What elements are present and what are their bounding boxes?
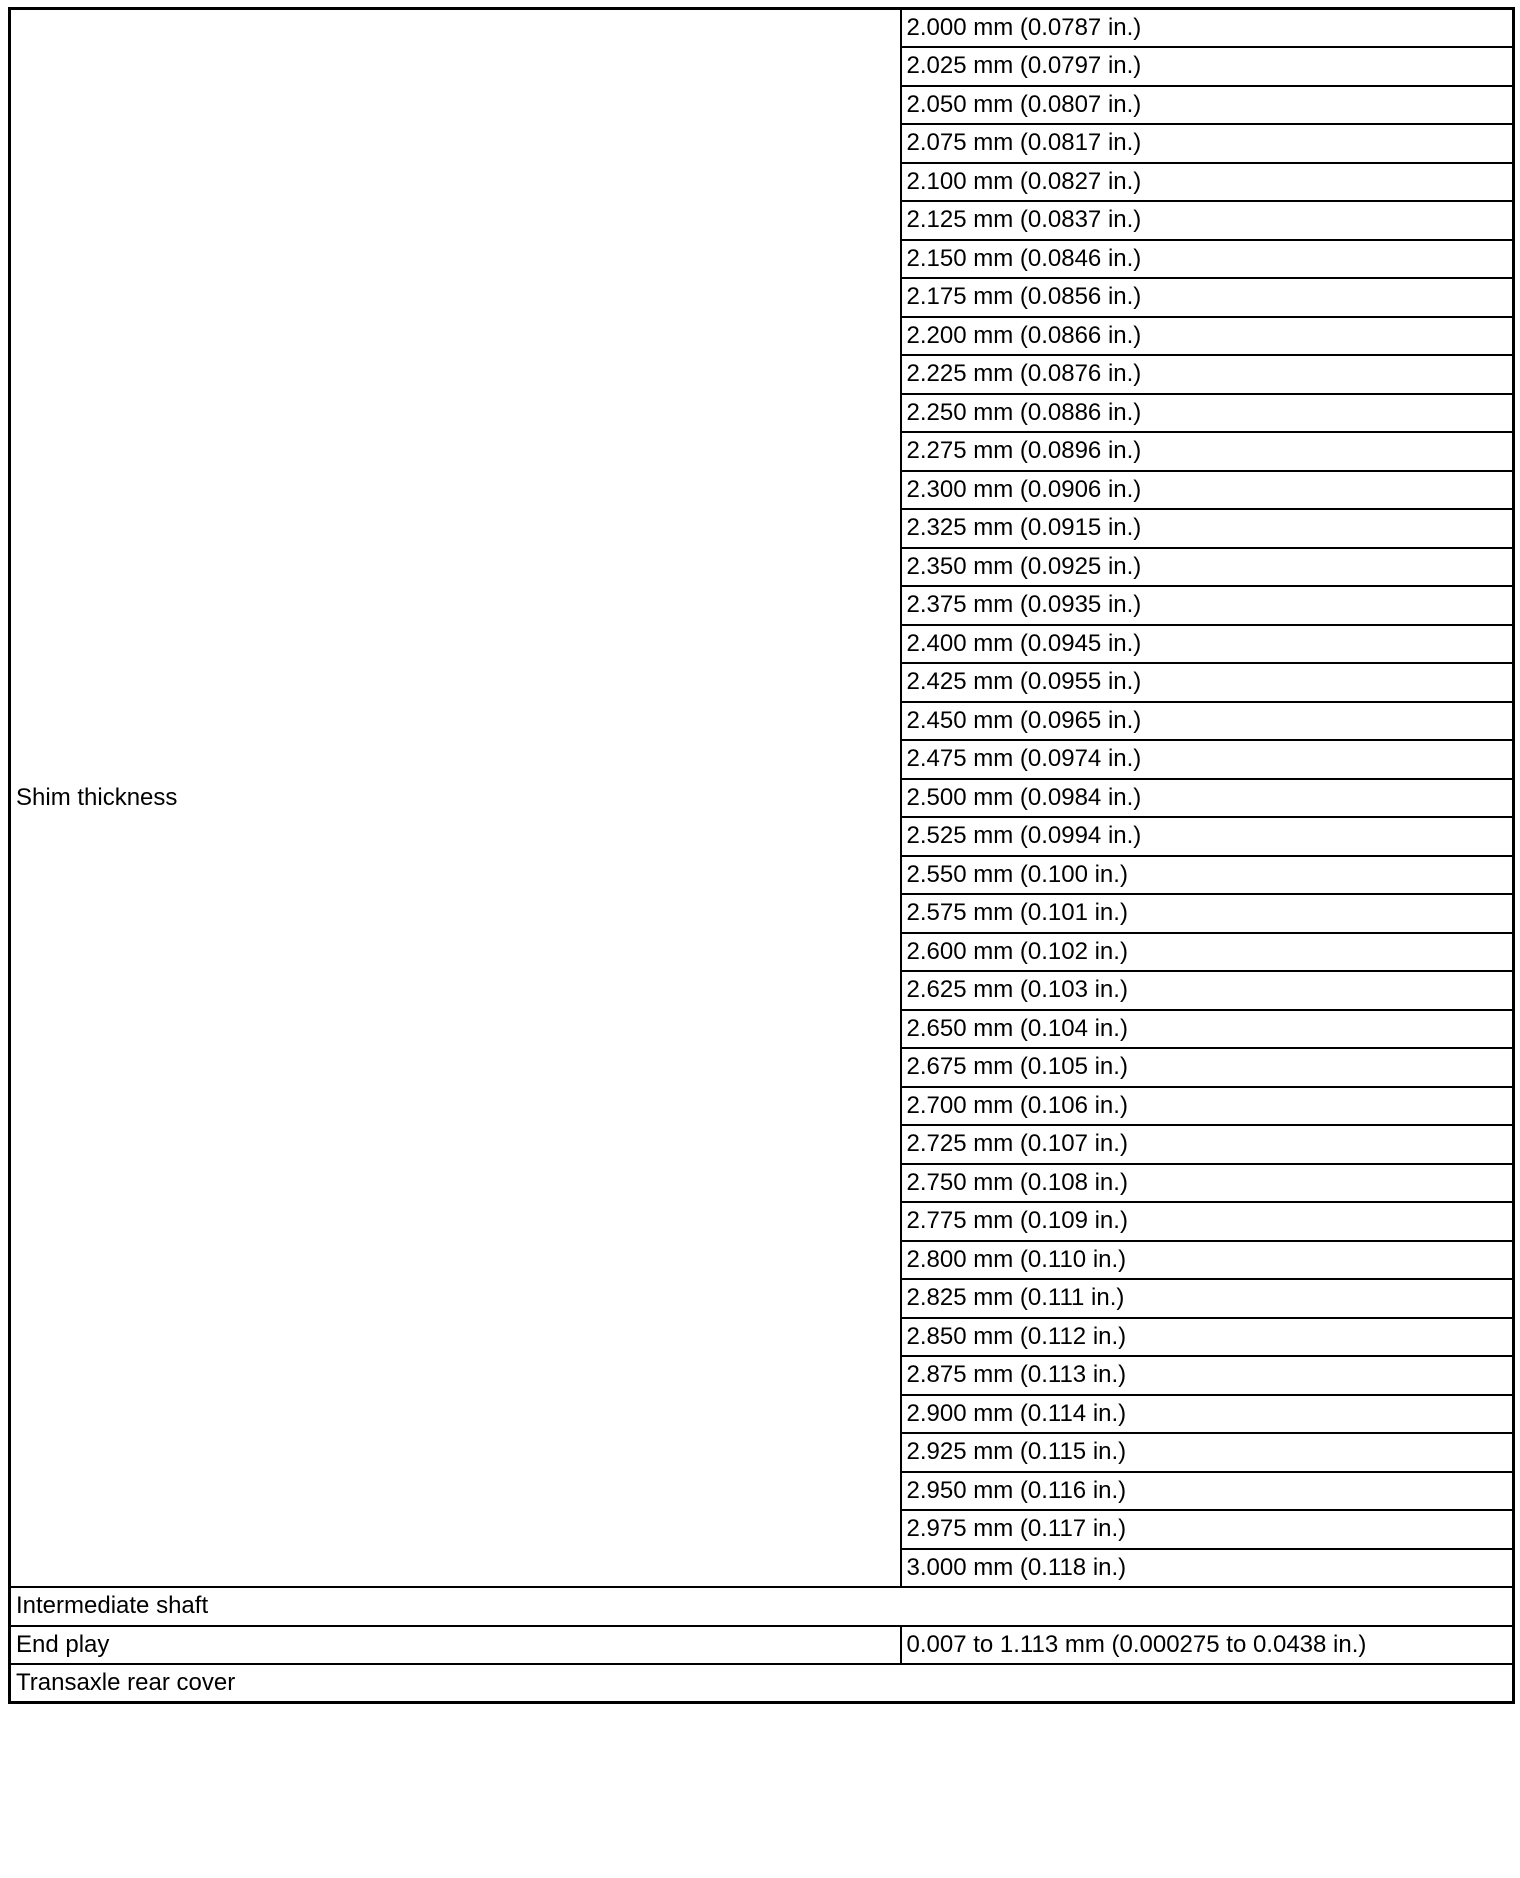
shim-thickness-value: 3.000 mm (0.118 in.) [901, 1549, 1514, 1588]
shim-thickness-value: 2.500 mm (0.0984 in.) [901, 779, 1514, 818]
shim-thickness-value: 2.575 mm (0.101 in.) [901, 894, 1514, 933]
shim-thickness-value: 2.375 mm (0.0935 in.) [901, 586, 1514, 625]
end-play-value: 0.007 to 1.113 mm (0.000275 to 0.0438 in.) [901, 1626, 1514, 1665]
shim-thickness-value: 2.925 mm (0.115 in.) [901, 1433, 1514, 1472]
shim-thickness-value: 2.625 mm (0.103 in.) [901, 971, 1514, 1010]
table-row-transaxle-rear-cover [10, 1664, 1514, 1703]
spec-table [8, 7, 1515, 1704]
shim-thickness-value: 2.150 mm (0.0846 in.) [901, 240, 1514, 279]
spec-table-footer [10, 1587, 1514, 1703]
section-heading-intermediate-shaft: Intermediate shaft [10, 1587, 1514, 1626]
shim-thickness-value: 2.900 mm (0.114 in.) [901, 1395, 1514, 1434]
table-row-intermediate-shaft [10, 1587, 1514, 1626]
shim-thickness-value: 2.125 mm (0.0837 in.) [901, 201, 1514, 240]
shim-thickness-value: 2.600 mm (0.102 in.) [901, 933, 1514, 972]
shim-thickness-value: 2.100 mm (0.0827 in.) [901, 163, 1514, 202]
section-heading-transaxle-rear-cover: Transaxle rear cover [10, 1664, 1514, 1703]
shim-thickness-value: 2.000 mm (0.0787 in.) [901, 9, 1514, 48]
shim-thickness-value: 2.975 mm (0.117 in.) [901, 1510, 1514, 1549]
shim-thickness-value: 2.650 mm (0.104 in.) [901, 1010, 1514, 1049]
shim-thickness-value: 2.800 mm (0.110 in.) [901, 1241, 1514, 1280]
shim-thickness-value: 2.425 mm (0.0955 in.) [901, 663, 1514, 702]
shim-thickness-value: 2.275 mm (0.0896 in.) [901, 432, 1514, 471]
shim-thickness-value: 2.950 mm (0.116 in.) [901, 1472, 1514, 1511]
shim-thickness-value: 2.075 mm (0.0817 in.) [901, 124, 1514, 163]
shim-thickness-value: 2.175 mm (0.0856 in.) [901, 278, 1514, 317]
table-row-end-play [10, 1626, 1514, 1665]
shim-thickness-value: 2.450 mm (0.0965 in.) [901, 702, 1514, 741]
shim-thickness-value: 2.225 mm (0.0876 in.) [901, 355, 1514, 394]
shim-thickness-value: 2.875 mm (0.113 in.) [901, 1356, 1514, 1395]
end-play-label: End play [10, 1626, 901, 1665]
shim-thickness-value: 2.300 mm (0.0906 in.) [901, 471, 1514, 510]
shim-thickness-value: 2.675 mm (0.105 in.) [901, 1048, 1514, 1087]
shim-thickness-value: 2.400 mm (0.0945 in.) [901, 625, 1514, 664]
shim-thickness-value: 2.725 mm (0.107 in.) [901, 1125, 1514, 1164]
shim-thickness-value: 2.750 mm (0.108 in.) [901, 1164, 1514, 1203]
shim-thickness-value: 2.525 mm (0.0994 in.) [901, 817, 1514, 856]
shim-thickness-value: 2.325 mm (0.0915 in.) [901, 509, 1514, 548]
shim-thickness-value: 2.475 mm (0.0974 in.) [901, 740, 1514, 779]
shim-thickness-value: 2.775 mm (0.109 in.) [901, 1202, 1514, 1241]
shim-thickness-value: 2.700 mm (0.106 in.) [901, 1087, 1514, 1126]
table-row-shim [10, 9, 1514, 48]
shim-thickness-label: Shim thickness [10, 9, 901, 1588]
shim-thickness-value: 2.825 mm (0.111 in.) [901, 1279, 1514, 1318]
shim-thickness-value: 2.250 mm (0.0886 in.) [901, 394, 1514, 433]
shim-thickness-value: 2.050 mm (0.0807 in.) [901, 86, 1514, 125]
shim-thickness-value: 2.025 mm (0.0797 in.) [901, 47, 1514, 86]
shim-thickness-value: 2.200 mm (0.0866 in.) [901, 317, 1514, 356]
spec-table-body [10, 9, 1514, 1588]
shim-thickness-value: 2.550 mm (0.100 in.) [901, 856, 1514, 895]
shim-thickness-value: 2.350 mm (0.0925 in.) [901, 548, 1514, 587]
shim-thickness-value: 2.850 mm (0.112 in.) [901, 1318, 1514, 1357]
